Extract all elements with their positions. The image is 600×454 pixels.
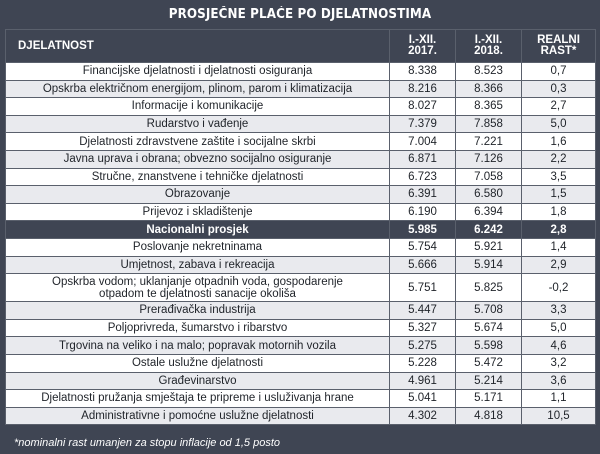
table-row xyxy=(6,63,596,81)
table-row xyxy=(6,238,596,256)
growth-cell: 5,0 xyxy=(522,115,596,133)
table-row xyxy=(6,390,596,408)
activity-cell: Trgovina na veliko i na malo; popravak motornih vozila xyxy=(6,337,390,355)
value-2017-cell: 4.302 xyxy=(390,407,456,425)
value-2018-cell: 5.825 xyxy=(456,274,522,302)
value-2018-cell: 5.598 xyxy=(456,337,522,355)
growth-cell: 5,0 xyxy=(522,319,596,337)
value-2018-cell: 6.580 xyxy=(456,186,522,204)
activity-line2: otpadom te djelatnosti sanacije okoliša xyxy=(99,287,296,300)
value-2017-cell: 8.338 xyxy=(390,63,456,81)
header-2018 xyxy=(456,30,522,63)
value-2018-cell: 5.171 xyxy=(456,390,522,408)
value-2018-cell: 5.214 xyxy=(456,372,522,390)
growth-cell: 2,2 xyxy=(522,150,596,168)
table-row xyxy=(6,186,596,204)
table-row xyxy=(6,337,596,355)
activity-cell: Javna uprava i obrana; obvezno socijalno osiguranje xyxy=(6,150,390,168)
table-row xyxy=(6,302,596,320)
activity-cell: Opskrba električnom energijom, plinom, parom i klimatizacija xyxy=(6,80,390,98)
growth-cell: 2,7 xyxy=(522,98,596,116)
growth-cell: 4,6 xyxy=(522,337,596,355)
value-2017-cell: 5.327 xyxy=(390,319,456,337)
value-2018-cell: 6.242 xyxy=(456,221,522,239)
growth-cell: 2,9 xyxy=(522,256,596,274)
activity-cell: Poslovanje nekretninama xyxy=(6,238,390,256)
activity-cell: Umjetnost, zabava i rekreacija xyxy=(6,256,390,274)
value-2018-cell: 7.058 xyxy=(456,168,522,186)
growth-cell: 1,5 xyxy=(522,186,596,204)
header-activity: DJELATNOST xyxy=(6,30,390,63)
wages-table xyxy=(5,29,596,425)
activity-cell: Stručne, znanstvene i tehničke djelatnosti xyxy=(6,168,390,186)
growth-cell: 1,1 xyxy=(522,390,596,408)
header-2018-line2: 2018. xyxy=(474,45,503,57)
header-2018-line1: I.-XII. xyxy=(474,34,503,46)
value-2018-cell: 4.818 xyxy=(456,407,522,425)
table-row xyxy=(6,256,596,274)
value-2017-cell: 8.027 xyxy=(390,98,456,116)
value-2017-cell: 8.216 xyxy=(390,80,456,98)
growth-cell: 1,4 xyxy=(522,238,596,256)
value-2018-cell: 7.858 xyxy=(456,115,522,133)
activity-cell: Građevinarstvo xyxy=(6,372,390,390)
header-2017 xyxy=(390,30,456,63)
value-2018-cell: 7.126 xyxy=(456,150,522,168)
growth-cell-highlight: 10,5 xyxy=(522,407,596,425)
activity-cell: Rudarstvo i vađenje xyxy=(6,115,390,133)
growth-cell: 3,3 xyxy=(522,302,596,320)
growth-cell: 3,2 xyxy=(522,354,596,372)
value-2018-cell: 5.674 xyxy=(456,319,522,337)
value-2017-cell: 5.666 xyxy=(390,256,456,274)
table-header-row xyxy=(6,30,596,63)
table-row xyxy=(6,274,596,302)
growth-cell: 3,5 xyxy=(522,168,596,186)
value-2017-cell: 7.004 xyxy=(390,133,456,151)
growth-cell: 1,8 xyxy=(522,203,596,221)
value-2018-cell: 5.921 xyxy=(456,238,522,256)
value-2017-cell: 6.391 xyxy=(390,186,456,204)
header-2017-line1: I.-XII. xyxy=(408,34,437,46)
page-title: PROSJEČNE PLAĆE PO DJELATNOSTIMA xyxy=(168,7,432,22)
growth-cell: 0,7 xyxy=(522,63,596,81)
value-2017-cell: 6.723 xyxy=(390,168,456,186)
growth-cell: 1,6 xyxy=(522,133,596,151)
value-2018-cell: 8.523 xyxy=(456,63,522,81)
growth-cell-negative: -0,2 xyxy=(522,274,596,302)
growth-cell: 2,8 xyxy=(522,221,596,239)
value-2018-cell: 5.914 xyxy=(456,256,522,274)
value-2017-cell: 5.754 xyxy=(390,238,456,256)
activity-cell: Financijske djelatnosti i djelatnosti osiguranja xyxy=(6,63,390,81)
growth-cell: 3,6 xyxy=(522,372,596,390)
value-2017-cell: 7.379 xyxy=(390,115,456,133)
activity-cell: Ostale uslužne djelatnosti xyxy=(6,354,390,372)
value-2017-cell: 5.275 xyxy=(390,337,456,355)
national-average-row xyxy=(6,221,596,239)
activity-cell: Poljoprivreda, šumarstvo i ribarstvo xyxy=(6,319,390,337)
value-2018-cell: 6.394 xyxy=(456,203,522,221)
table-row xyxy=(6,319,596,337)
value-2018-cell: 7.221 xyxy=(456,133,522,151)
header-2017-line2: 2017. xyxy=(408,45,437,57)
value-2018-cell: 5.708 xyxy=(456,302,522,320)
value-2017-cell: 5.041 xyxy=(390,390,456,408)
activity-cell: Obrazovanje xyxy=(6,186,390,204)
value-2017-cell: 6.190 xyxy=(390,203,456,221)
header-growth-line1: REALNI xyxy=(537,34,580,46)
activity-line1: Opskrba vodom; uklanjanje otpadnih voda, gospodarenje xyxy=(52,275,343,288)
table-row xyxy=(6,150,596,168)
activity-cell: Nacionalni prosjek xyxy=(6,221,390,239)
activity-cell: Informacije i komunikacije xyxy=(6,98,390,116)
value-2017-cell: 5.228 xyxy=(390,354,456,372)
activity-cell: Prijevoz i skladištenje xyxy=(6,203,390,221)
value-2017-cell: 6.871 xyxy=(390,150,456,168)
table-row xyxy=(6,98,596,116)
value-2018-cell: 8.365 xyxy=(456,98,522,116)
value-2017-cell: 5.447 xyxy=(390,302,456,320)
table-row xyxy=(6,133,596,151)
activity-cell: Prerađivačka industrija xyxy=(6,302,390,320)
header-growth-line2: RAST* xyxy=(540,45,577,57)
table-row xyxy=(6,203,596,221)
activity-cell xyxy=(6,274,390,302)
table-row xyxy=(6,115,596,133)
value-2017-cell: 5.751 xyxy=(390,274,456,302)
growth-cell: 0,3 xyxy=(522,80,596,98)
footnote: *nominalni rast umanjen za stopu inflacije od 1,5 posto xyxy=(14,437,280,449)
value-2018-cell: 8.366 xyxy=(456,80,522,98)
activity-cell: Djelatnosti pružanja smještaja te pripreme i usluživanja hrane xyxy=(6,390,390,408)
table-row xyxy=(6,80,596,98)
table-row xyxy=(6,168,596,186)
table-row xyxy=(6,354,596,372)
table-row xyxy=(6,407,596,425)
value-2017-cell: 5.985 xyxy=(390,221,456,239)
activity-cell: Djelatnosti zdravstvene zaštite i socijalne skrbi xyxy=(6,133,390,151)
value-2017-cell: 4.961 xyxy=(390,372,456,390)
activity-cell: Administrativne i pomoćne uslužne djelatnosti xyxy=(6,407,390,425)
table-row xyxy=(6,372,596,390)
header-real-growth xyxy=(522,30,596,63)
value-2018-cell: 5.472 xyxy=(456,354,522,372)
